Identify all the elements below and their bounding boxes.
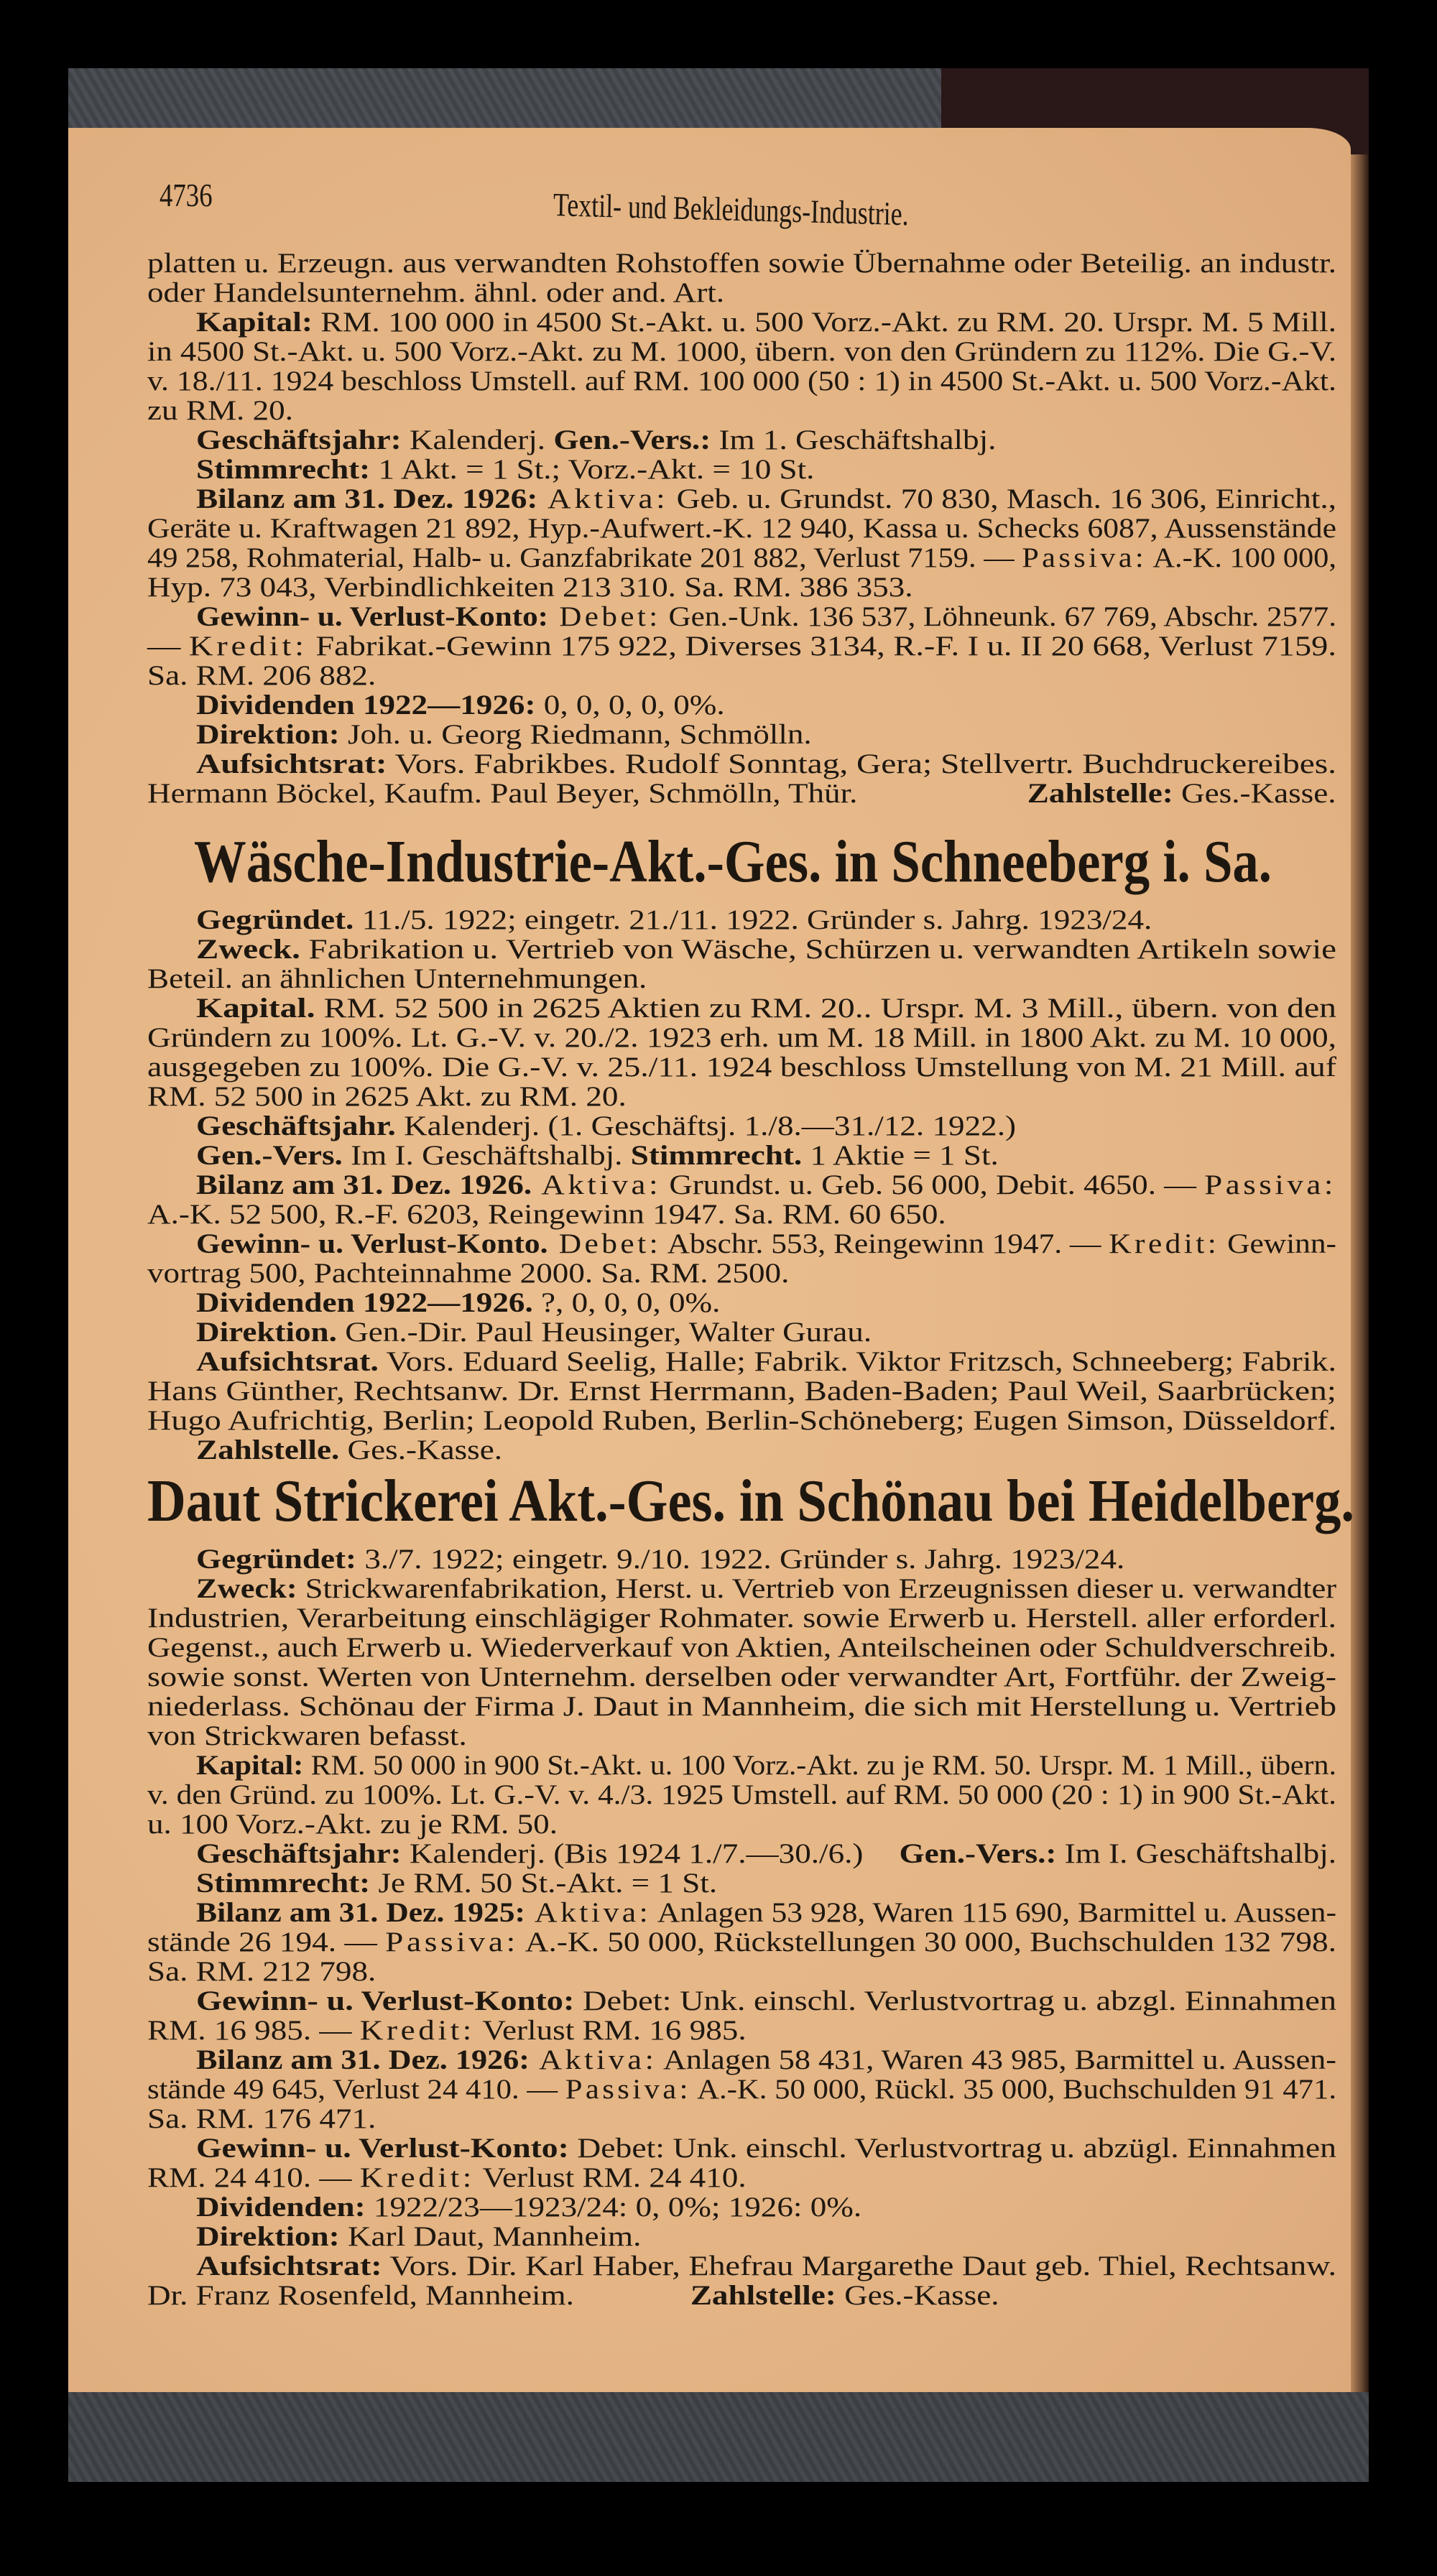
text-line	[147, 1141, 1336, 1170]
line-text	[196, 905, 1152, 935]
field-text: in 4500 St.-Akt. u. 500 Vorz.-Akt. zu M. 1000, übern. von den Gründern zu 112%. Die G.-V.	[147, 336, 1337, 367]
company-title-text: Daut Strickerei Akt.-Ges. in Schönau bei Heidelberg.	[147, 1468, 1354, 1534]
field-text: 3./7. 1922; eingetr. 9./10. 1922. Gründer s. Jahrg. 1923/24.	[356, 1544, 1125, 1575]
field-text: Sa. RM. 212 798.	[147, 1956, 376, 1987]
field-text: Fabrikat.-Gewinn 175 922, Diverses 3134, R.-F. I u. II 20 668, Verlust 7159.	[307, 631, 1336, 662]
field-label: Geschäftsjahr.	[196, 1111, 396, 1141]
line-text	[147, 337, 1336, 366]
text-line	[147, 1721, 1336, 1751]
field-text: Beteil. an ähnlichen Unternehmungen.	[147, 963, 647, 994]
text-line	[147, 720, 1336, 749]
line-text	[196, 602, 1336, 631]
line-text	[196, 2045, 1336, 2075]
field-text: platten u. Erzeugn. aus verwandten Rohstoffen sowie Übernahme oder Beteilig. an industr.	[147, 248, 1337, 279]
field-text: 1922/23—1923/24: 0, 0%; 1926: 0%.	[365, 2192, 862, 2223]
text-line	[147, 2222, 1336, 2251]
field-text: ?, 0, 0, 0, 0%.	[532, 1287, 721, 1318]
field-label: Dividenden 1922—1926:	[196, 690, 536, 721]
field-label: Gewinn- u. Verlust-Konto:	[196, 2133, 569, 2164]
field-text: vortrag 500, Pachteinnahme 2000. Sa. RM. 2500.	[147, 1258, 790, 1289]
spaced-keyword: Aktiva:	[529, 2044, 657, 2075]
text-line	[147, 1633, 1336, 1662]
line-text	[196, 455, 814, 484]
field-label: Stimmrecht:	[196, 454, 371, 485]
line-text	[147, 1780, 1336, 1810]
text-line	[147, 631, 1336, 661]
running-title: Textil- und Bekleidungs-Industrie.	[553, 186, 910, 233]
line-text	[147, 1810, 558, 1839]
line-text	[196, 993, 1336, 1023]
field-text: Gewinn-	[1219, 1228, 1337, 1259]
line-text	[147, 573, 913, 602]
line-text	[196, 1170, 1336, 1200]
line-text	[196, 1288, 720, 1317]
text-line	[147, 690, 1336, 720]
text-line	[147, 1986, 1336, 2016]
text-line	[147, 1603, 1336, 1633]
line-text	[147, 2016, 747, 2045]
text-line	[147, 455, 1336, 484]
field-label: Gewinn- u. Verlust-Konto:	[196, 1986, 575, 2016]
text-line	[147, 366, 1336, 396]
field-text: niederlass. Schönau der Firma J. Daut in Mannheim, die sich mit Herstellung u. Vertrieb	[147, 1691, 1336, 1722]
field-text: Vors. Fabrikbes. Rudolf Sonntag, Gera; Stellvertr. Buchdruckereibes.	[387, 749, 1336, 779]
field-text: A.-K. 52 500, R.-F. 6203, Reingewinn 1947. Sa. RM. 60 650.	[147, 1199, 946, 1230]
spaced-keyword: Debet:	[547, 1228, 662, 1259]
field-text: Ges.-Kasse.	[339, 1435, 503, 1465]
field-text: Gen.-Unk. 136 537, Löhneunk. 67 769, Abschr. 2577.	[660, 601, 1336, 632]
field-label: Zahlstelle:	[690, 2280, 836, 2311]
text-line	[147, 1023, 1336, 1052]
field-text: 49 258, Rohmaterial, Halb- u. Ganzfabrikate 201 882, Verlust 7159. —	[147, 542, 1022, 573]
field-text: 0, 0, 0, 0, 0%.	[535, 690, 725, 721]
field-text: v. den Gründ. zu 100%. Lt. G.-V. v. 4./3. 1925 Umstell. auf RM. 50 000 (20 : 1) in 900 St.-Akt.	[147, 1779, 1337, 1810]
text-line	[147, 1259, 1336, 1288]
line-text	[196, 2192, 861, 2222]
line-text	[147, 631, 1336, 661]
field-label: Direktion.	[196, 1317, 337, 1348]
text-line	[147, 779, 1336, 808]
field-text: Im I. Geschäftshalbj.	[1056, 1838, 1336, 1869]
field-text: RM. 50 000 in 900 St.-Akt. u. 100 Vorz.-Akt. zu je RM. 50. Urspr. M. 1 Mill., übern.	[303, 1750, 1336, 1781]
field-text: Verlust RM. 16 985.	[474, 2015, 747, 2046]
text-line	[147, 543, 1336, 573]
field-text: von Strickwaren befasst.	[147, 1720, 467, 1751]
line-text	[147, 2163, 747, 2192]
text-line	[147, 1662, 1336, 1692]
field-text: A.-K. 100 000,	[1147, 542, 1336, 573]
text-line	[147, 249, 1336, 278]
field-text: Geräte u. Kraftwagen 21 892, Hyp.-Aufwert.-K. 12 940, Kassa u. Schecks 6087, Aussenstände	[147, 513, 1336, 544]
line-text	[147, 366, 1336, 396]
field-label: Kapital:	[196, 1750, 304, 1781]
line-text	[147, 514, 1336, 543]
text-line	[147, 1898, 1336, 1927]
line-text	[196, 2251, 1336, 2281]
line-text	[147, 396, 293, 425]
field-text: Gegenst., auch Erwerb u. Wiederverkauf von Aktien, Anteilscheinen oder Schuldverschreib.	[147, 1632, 1336, 1663]
text-line	[147, 964, 1336, 993]
text-line	[147, 661, 1336, 690]
text-line	[147, 749, 1336, 779]
line-text	[147, 779, 857, 808]
line-text	[196, 1229, 1336, 1259]
line-text	[196, 1898, 1336, 1927]
field-label: Stimmrecht.	[630, 1140, 803, 1171]
field-text: Im 1. Geschäftshalbj.	[711, 425, 997, 455]
page-number: 4736	[160, 177, 213, 213]
text-line	[147, 1810, 1336, 1839]
line-text	[147, 1406, 1336, 1435]
line-text	[196, 1544, 1124, 1574]
spaced-keyword: Passiva:	[385, 1927, 519, 1958]
field-label: Geschäftsjahr:	[196, 425, 402, 455]
text-line	[147, 307, 1336, 337]
line-text	[147, 249, 1336, 278]
text-line	[147, 1927, 1336, 1957]
line-text	[147, 661, 376, 690]
line-text	[147, 1721, 467, 1751]
line-text	[147, 1052, 1336, 1082]
field-text: Debet: Unk. einschl. Verlustvortrag u. abzügl. Einnahmen	[568, 2133, 1337, 2164]
field-text: Hermann Böckel, Kaufm. Paul Beyer, Schmölln, Thür.	[147, 778, 858, 809]
text-line	[147, 1111, 1336, 1141]
field-label: Gegründet:	[196, 1544, 357, 1575]
line-text	[147, 2075, 1336, 2104]
line-text	[196, 1347, 1336, 1376]
line-text	[147, 1259, 789, 1288]
line-text	[147, 1082, 627, 1111]
field-text: oder Handelsunternehm. ähnl. oder and. Art.	[147, 277, 725, 308]
line-text	[196, 1839, 863, 1868]
field-label: Direktion:	[196, 2221, 340, 2252]
text-line	[147, 1288, 1336, 1317]
section-waesche-industrie	[147, 819, 1336, 1465]
field-text: ausgegeben zu 100%. Die G.-V. v. 25./11. 1924 beschloss Umstellung von M. 21 Mill. auf	[147, 1052, 1336, 1083]
text-line	[147, 484, 1336, 514]
field-text: Sa. RM. 206 882.	[147, 660, 376, 691]
text-line	[147, 514, 1336, 543]
spaced-keyword: Kredit:	[1109, 1228, 1220, 1259]
field-text: sowie sonst. Werten von Unternehm. derselben oder verwandter Art, Fortführ. der Zweig-	[147, 1662, 1336, 1692]
line-text	[196, 1111, 1016, 1141]
text-line	[147, 2045, 1336, 2075]
field-text: Grundst. u. Geb. 56 000, Debit. 4650. —	[661, 1169, 1205, 1200]
line-text	[147, 1603, 1336, 1633]
field-label: Aufsichtsrat.	[196, 1346, 379, 1377]
field-text: Sa. RM. 176 471.	[147, 2103, 376, 2134]
field-text: Strickwarenfabrikation, Herst. u. Vertrieb von Erzeugnissen dieser u. verwandter	[297, 1573, 1336, 1604]
field-label: Geschäftsjahr:	[196, 1838, 402, 1869]
text-line	[147, 278, 1336, 307]
spaced-keyword: Passiva:	[565, 2074, 691, 2105]
company-title	[147, 819, 1336, 905]
line-text	[196, 1317, 872, 1347]
book-cover-bottom	[68, 2392, 1369, 2482]
field-text: Vors. Dir. Karl Haber, Ehefrau Margarethe Daut geb. Thiel, Rechtsanw.	[382, 2251, 1336, 2281]
spaced-keyword: Aktiva:	[537, 483, 669, 514]
spaced-keyword: Aktiva:	[532, 1169, 662, 1200]
line-text	[147, 1692, 1336, 1721]
text-line	[147, 2075, 1336, 2104]
field-text: Karl Daut, Mannheim.	[339, 2221, 642, 2252]
line-text	[147, 1662, 1336, 1692]
field-text: A.-K. 50 000, Rückstellungen 30 000, Buchschulden 132 798.	[518, 1927, 1336, 1958]
line-text	[196, 1986, 1336, 2016]
text-line	[147, 2016, 1336, 2045]
line-right-part	[1027, 779, 1336, 808]
field-text: Debet: Unk. einschl. Verlustvortrag u. abzgl. Einnahmen	[574, 1986, 1336, 2016]
field-text: Gründern zu 100%. Lt. G.-V. v. 20./2. 1923 erh. um M. 18 Mill. in 1800 Akt. zu M. 10 000,	[147, 1022, 1336, 1053]
field-text: Geb. u. Grundst. 70 830, Masch. 16 306, Einricht.,	[668, 483, 1336, 514]
line-text	[196, 1141, 999, 1170]
line-text	[147, 2281, 999, 2310]
field-label: Gegründet.	[196, 904, 354, 935]
field-label: Bilanz am 31. Dez. 1926:	[196, 483, 538, 514]
text-line	[147, 993, 1336, 1023]
text-line	[147, 1957, 1336, 1986]
spaced-keyword: Kredit:	[359, 2015, 475, 2046]
line-text	[147, 1927, 1336, 1957]
field-label: Direktion:	[196, 719, 340, 750]
field-text: —	[147, 631, 189, 662]
field-text: Fabrikation u. Vertrieb von Wäsche, Schürzen u. verwandten Artikeln sowie	[300, 934, 1337, 965]
field-text: RM. 52 500 in 2625 Akt. zu RM. 20.	[147, 1081, 627, 1112]
field-text: Gen.-Dir. Paul Heusinger, Walter Gurau.	[336, 1317, 872, 1348]
company-title	[147, 1458, 1354, 1544]
field-text: RM. 100 000 in 4500 St.-Akt. u. 500 Vorz.-Akt. zu RM. 20. Urspr. M. 5 Mill.	[313, 307, 1336, 338]
field-text: zu RM. 20.	[147, 395, 294, 426]
line-text	[147, 1633, 1336, 1662]
field-label: Gen.-Vers.:	[899, 1838, 1057, 1869]
field-label: Bilanz am 31. Dez. 1926.	[196, 1169, 532, 1200]
spaced-keyword: Aktiva:	[525, 1897, 652, 1928]
field-text: Kalenderj. (Bis 1924 1./7.—30./6.)	[401, 1838, 864, 1869]
field-label: Zahlstelle:	[1027, 778, 1174, 809]
text-line	[147, 425, 1336, 455]
page-edge	[1351, 154, 1369, 2396]
field-label: Zahlstelle.	[196, 1435, 340, 1465]
text-line	[147, 573, 1336, 602]
text-line	[147, 1692, 1336, 1721]
field-label: Stimmrecht:	[196, 1868, 371, 1899]
field-label: Zweck:	[196, 1573, 297, 1604]
line-text	[196, 720, 812, 749]
field-text: Vors. Eduard Seelig, Halle; Fabrik. Viktor Fritzsch, Schneeberg; Fabrik.	[378, 1346, 1336, 1377]
spaced-keyword: Passiva:	[1022, 542, 1147, 573]
line-text	[147, 278, 724, 307]
field-text: A.-K. 50 000, Rückl. 35 000, Buchschulden 91 471.	[690, 2074, 1336, 2105]
field-text: RM. 24 410. —	[147, 2162, 360, 2193]
text-line	[147, 2104, 1336, 2133]
field-text: Verlust RM. 24 410.	[474, 2162, 747, 2193]
text-line	[147, 1200, 1336, 1229]
field-label: Dividenden:	[196, 2192, 366, 2223]
line-text	[196, 484, 1336, 514]
text-line	[147, 1406, 1336, 1435]
line-text	[196, 749, 1336, 779]
text-line	[147, 1052, 1336, 1082]
text-line	[147, 1574, 1336, 1603]
section-daut-strickerei	[147, 1458, 1354, 2311]
line-text	[147, 1957, 376, 1986]
line-text	[196, 690, 725, 720]
line-text	[147, 1023, 1336, 1052]
field-text: stände 26 194. —	[147, 1927, 386, 1958]
text-line	[147, 1780, 1336, 1810]
field-label: Gen.-Vers.:	[553, 425, 711, 455]
text-line	[147, 935, 1336, 964]
line-text	[147, 543, 1336, 573]
field-label: Dividenden 1922—1926.	[196, 1287, 533, 1318]
spaced-keyword: Debet:	[548, 601, 661, 632]
field-text: RM. 16 985. —	[147, 2015, 360, 2046]
line-right-part	[900, 1839, 1336, 1868]
spaced-keyword: Passiva:	[1204, 1169, 1336, 1200]
text-line	[147, 1229, 1336, 1259]
company-title-text: Wäsche-Industrie-Akt.-Ges. in Schneeberg i. Sa.	[194, 828, 1272, 895]
field-label: Bilanz am 31. Dez. 1926:	[196, 2044, 530, 2075]
text-line	[147, 1170, 1336, 1200]
field-label: Gewinn- u. Verlust-Konto:	[196, 601, 549, 632]
text-line	[147, 2251, 1336, 2281]
text-line	[147, 2192, 1336, 2222]
line-text	[196, 1868, 717, 1898]
text-line	[147, 1376, 1336, 1406]
field-text: Je RM. 50 St.-Akt. = 1 St.	[370, 1868, 718, 1899]
text-line	[147, 1347, 1336, 1376]
field-text: Kalenderj. (1. Geschäftsj. 1./8.—31./12. 1922.)	[395, 1111, 1017, 1141]
text-line	[147, 905, 1336, 935]
field-text: Anlagen 53 928, Waren 115 690, Barmittel u. Aussen-	[651, 1897, 1336, 1928]
field-label: Gen.-Vers.	[196, 1140, 343, 1171]
field-text: Hans Günther, Rechtsanw. Dr. Ernst Herrmann, Baden-Baden; Paul Weil, Saarbrücken;	[147, 1376, 1336, 1407]
line-text	[147, 1376, 1336, 1406]
spaced-keyword: Kredit:	[359, 2162, 475, 2193]
text-line	[147, 1839, 1336, 1868]
field-text: Im I. Geschäftshalbj.	[342, 1140, 631, 1171]
field-text: Dr. Franz Rosenfeld, Mannheim.	[147, 2280, 574, 2311]
line-text	[196, 307, 1336, 337]
field-text: Hyp. 73 043, Verbindlichkeiten 213 310. Sa. RM. 386 353.	[147, 572, 913, 603]
field-text: Abschr. 553, Reingewinn 1947. —	[661, 1228, 1109, 1259]
text-line	[147, 1317, 1336, 1347]
line-text	[196, 935, 1336, 964]
field-label: Aufsichtsrat:	[196, 2251, 382, 2281]
field-text: Kalenderj.	[401, 425, 554, 455]
text-line	[147, 396, 1336, 425]
field-text: Joh. u. Georg Riedmann, Schmölln.	[339, 719, 812, 750]
field-label: Kapital:	[196, 307, 313, 338]
text-line	[147, 1868, 1336, 1898]
field-label: Zweck.	[196, 934, 300, 965]
text-line	[147, 1751, 1336, 1780]
line-text	[196, 1751, 1336, 1780]
field-text: Hugo Aufrichtig, Berlin; Leopold Ruben, Berlin-Schöneberg; Eugen Simson, Düsseldorf.	[147, 1405, 1336, 1436]
field-text: Ges.-Kasse.	[1173, 778, 1336, 809]
line-text	[147, 964, 647, 993]
field-text: stände 49 645, Verlust 24 410. —	[147, 2074, 565, 2105]
text-line	[147, 1082, 1336, 1111]
field-text: 1 Aktie = 1 St.	[802, 1140, 999, 1171]
text-line	[147, 1544, 1336, 1574]
field-text: 1 Akt. = 1 St.; Vorz.-Akt. = 10 St.	[370, 454, 815, 485]
line-text	[196, 425, 996, 455]
field-text: RM. 52 500 in 2625 Aktien zu RM. 20.. Urspr. M. 3 Mill., übern. von den	[315, 993, 1337, 1024]
line-text	[147, 1200, 946, 1229]
text-line	[147, 2281, 1336, 2310]
text-line	[147, 602, 1336, 631]
text-line	[147, 2163, 1336, 2192]
line-text	[196, 1574, 1336, 1603]
field-text: u. 100 Vorz.-Akt. zu je RM. 50.	[147, 1809, 558, 1840]
field-text: Anlagen 58 431, Waren 43 985, Barmittel u. Aussen-	[657, 2044, 1336, 2075]
line-text	[196, 2222, 641, 2251]
line-text	[196, 2133, 1336, 2163]
field-text: Industrien, Verarbeitung einschlägiger Rohmater. sowie Erwerb u. Herstell. aller erforderl.	[147, 1603, 1336, 1634]
field-label: Aufsichtsrat:	[196, 749, 387, 779]
field-label: Bilanz am 31. Dez. 1925:	[196, 1897, 526, 1928]
field-label: Gewinn- u. Verlust-Konto.	[196, 1228, 548, 1259]
field-text: 11./5. 1922; eingetr. 21./11. 1922. Gründer s. Jahrg. 1923/24.	[354, 904, 1152, 935]
section-continued-entry	[147, 249, 1336, 808]
line-text	[147, 2104, 376, 2133]
text-line	[147, 337, 1336, 366]
field-label: Kapital.	[196, 993, 315, 1024]
text-line	[147, 2133, 1336, 2163]
field-text: v. 18./11. 1924 beschloss Umstell. auf RM. 100 000 (50 : 1) in 4500 St.-Akt. u. 500 Vorz.-Akt.	[147, 366, 1336, 397]
spaced-keyword: Kredit:	[188, 631, 308, 662]
field-text: Ges.-Kasse.	[836, 2280, 999, 2311]
